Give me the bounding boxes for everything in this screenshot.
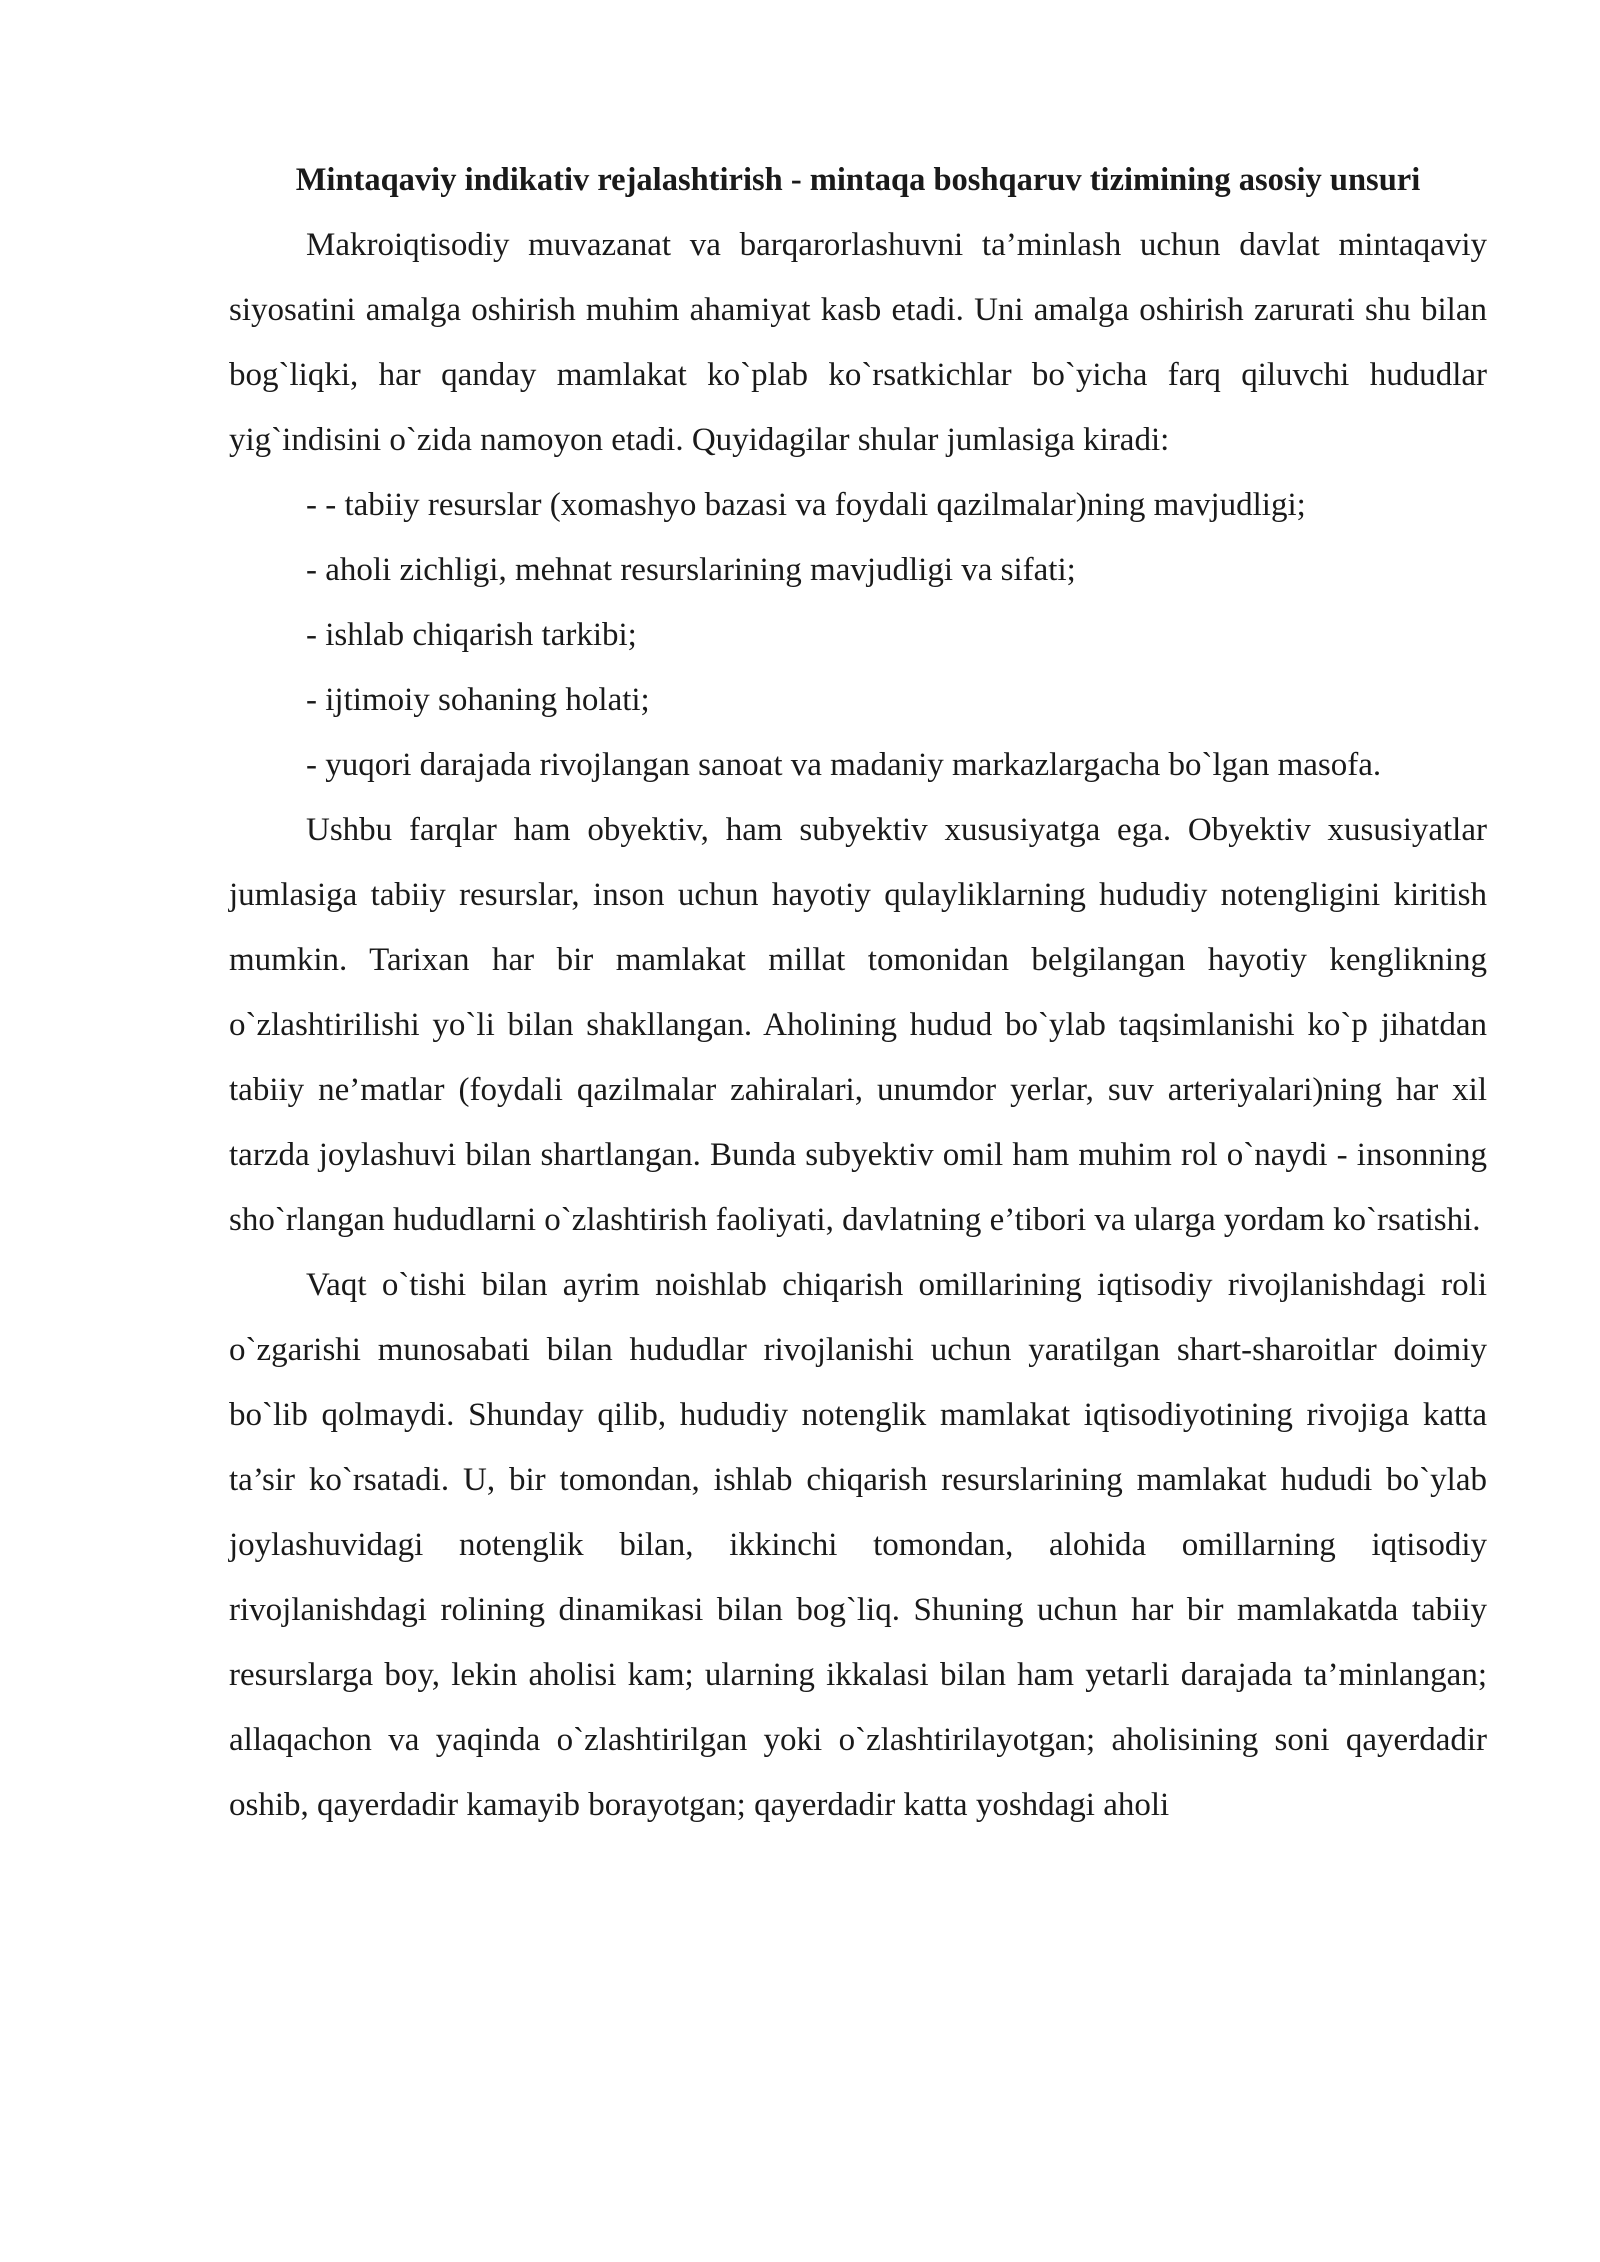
document-page	[229, 148, 1487, 1838]
list-item: - aholi zichligi, mehnat resurslarining mavjudligi va sifati;	[306, 552, 1076, 588]
intro-paragraph: Makroiqtisodiy muvazanat va barqarorlashuvni ta’minlash uchun davlat mintaqaviy siyosatini amalga oshirish muhim ahamiyat kasb etadi. Uni amalga oshirish zarurati shu bilan bog`liqki, har qanday mamlakat ko`plab ko`rsatkichlar bo`yicha farq qiluvchi hududlar yig`indisini o`zida namoyon etadi. Quyidagilar shular jumlasiga kiradi:	[229, 227, 1487, 458]
body-paragraph: Vaqt o`tishi bilan ayrim noishlab chiqarish omillarining iqtisodiy rivojlanishdagi roli o`zgarishi munosabati bilan hududlar rivojlanishi uchun yaratilgan shart-sharoitlar doimiy bo`lib qolmaydi. Shunday qilib, hududiy notenglik mamlakat iqtisodiyotining rivojiga katta ta’sir ko`rsatadi. U, bir tomondan, ishlab chiqarish resurslarining mamlakat hududi bo`ylab joylashuvidagi notenglik bilan, ikkinchi tomondan, alohida omillarning iqtisodiy rivojlanishdagi rolining dinamikasi bilan bog`liq. Shuning uchun har bir mamlakatda tabiiy resurslarga boy, lekin aholisi kam; ularning ikkalasi bilan ham yetarli darajada ta’minlangan; allaqachon va yaqinda o`zlashtirilgan yoki o`zlashtirilayotgan; aholisining soni qayerdadir oshib, qayerdadir kamayib borayotgan; qayerdadir katta yoshdagi aholi	[229, 1267, 1487, 1823]
list-item: - yuqori darajada rivojlangan sanoat va madaniy markazlargacha bo`lgan masofa.	[306, 747, 1382, 783]
list-item: - ijtimoiy sohaning holati;	[306, 682, 650, 718]
list-item: - ishlab chiqarish tarkibi;	[306, 617, 637, 653]
list-item: - - tabiiy resurslar (xomashyo bazasi va foydali qazilmalar)ning mavjudligi;	[306, 487, 1306, 523]
body-paragraph: Ushbu farqlar ham obyektiv, ham subyektiv xususiyatga ega. Obyektiv xususiyatlar jumlasiga tabiiy resurslar, inson uchun hayotiy qulayliklarning hududiy notengligini kiritish mumkin. Tarixan har bir mamlakat millat tomonidan belgilangan hayotiy kenglikning o`zlashtirilishi yo`li bilan shakllangan. Aholining hudud bo`ylab taqsimlanishi ko`p jihatdan tabiiy ne’matlar (foydali qazilmalar zahiralari, unumdor yerlar, suv arteriyalari)ning har xil tarzda joylashuvi bilan shartlangan. Bunda subyektiv omil ham muhim rol o`naydi - insonning sho`rlangan hududlarni o`zlashtirish faoliyati, davlatning e’tibori va ularga yordam ko`rsatishi.	[229, 812, 1487, 1238]
document-title: Mintaqaviy indikativ rejalashtirish - mintaqa boshqaruv tizimining asosiy unsuri	[295, 162, 1421, 198]
